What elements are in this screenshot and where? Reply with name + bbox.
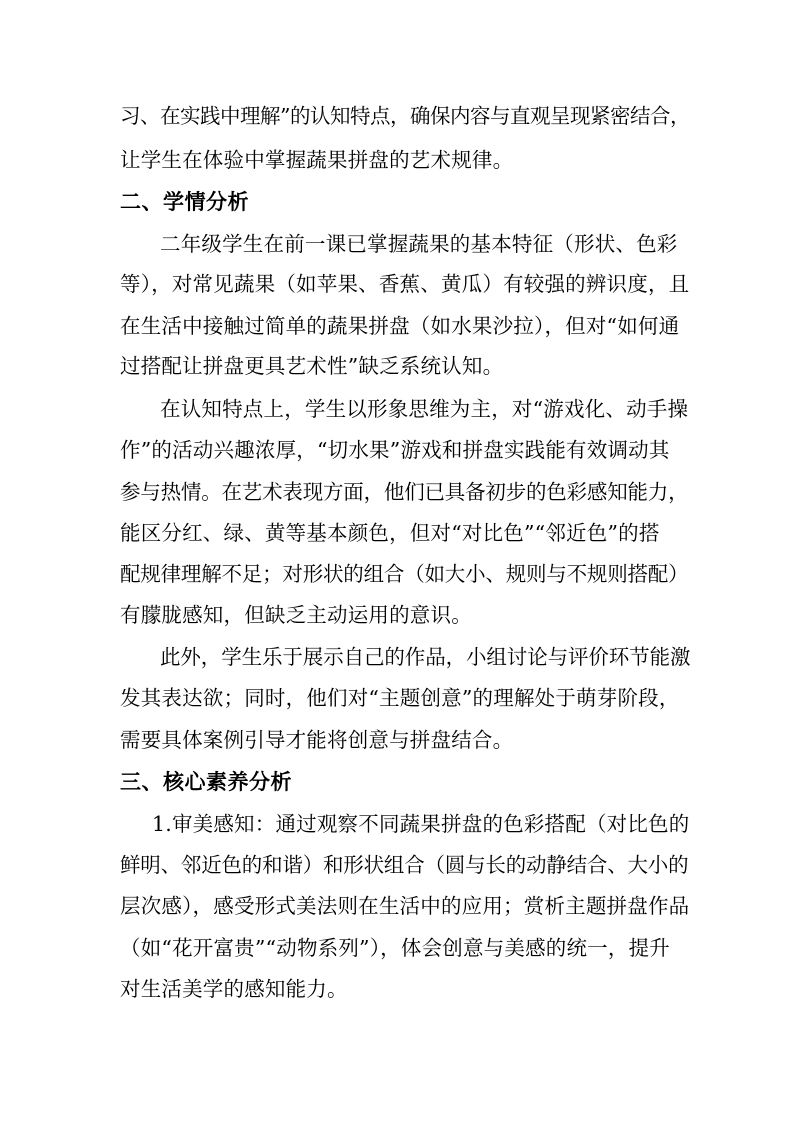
paragraph-line: 作”的活动兴趣浓厚，“切水果”游戏和拼盘实践能有效调动其: [120, 438, 670, 462]
paragraph-line: 发其表达欲；同时，他们对“主题创意”的理解处于萌芽阶段，: [120, 686, 680, 710]
paragraph-line: 对生活美学的感知能力。: [120, 977, 348, 1001]
paragraph-line: 有朦胧感知，但缺乏主动运用的意识。: [120, 603, 472, 627]
paragraph-line: 过搭配让拼盘更具艺术性”缺乏系统认知。: [120, 354, 504, 378]
section-heading-learning-analysis: 二、学情分析: [120, 190, 249, 214]
paragraph-line: 鲜明、邻近色的和谐）和形状组合（圆与长的动静结合、大小的: [120, 853, 689, 877]
intro-line: 习、在实践中理解”的认知特点，确保内容与直观呈现紧密结合，: [120, 104, 690, 128]
intro-line: 让学生在体验中掌握蔬果拼盘的艺术规律。: [120, 148, 514, 172]
paragraph-line: 1.审美感知：通过观察不同蔬果拼盘的色彩搭配（对比色的: [152, 812, 690, 836]
paragraph-line: 能区分红、绿、黄等基本颜色，但对“对比色”“邻近色”的搭: [120, 521, 660, 545]
paragraph-line: 层次感），感受形式美法则在生活中的应用；赏析主题拼盘作品: [120, 894, 690, 918]
paragraph-line: 在生活中接触过简单的蔬果拼盘（如水果沙拉），但对“如何通: [120, 314, 680, 338]
paragraph-line: （如“花开富贵”“动物系列”），体会创意与美感的统一，提升: [120, 936, 670, 960]
paragraph-line: 参与热情。在艺术表现方面，他们已具备初步的色彩感知能力，: [120, 480, 689, 504]
section-heading-core-literacy: 三、核心素养分析: [120, 770, 292, 794]
paragraph-line: 二年级学生在前一课已掌握蔬果的基本特征（形状、色彩: [160, 232, 678, 256]
paragraph-line: 需要具体案例引导才能将创意与拼盘结合。: [120, 728, 514, 752]
paragraph-line: 在认知特点上，学生以形象思维为主，对“游戏化、动手操: [160, 397, 689, 421]
paragraph-line: 此外，学生乐于展示自己的作品，小组讨论与评价环节能激: [160, 645, 691, 669]
paragraph-line: 等），对常见蔬果（如苹果、香蕉、黄瓜）有较强的辨识度，且: [120, 272, 690, 296]
paragraph-line: 配规律理解不足；对形状的组合（如大小、规则与不规则搭配）: [120, 562, 689, 586]
